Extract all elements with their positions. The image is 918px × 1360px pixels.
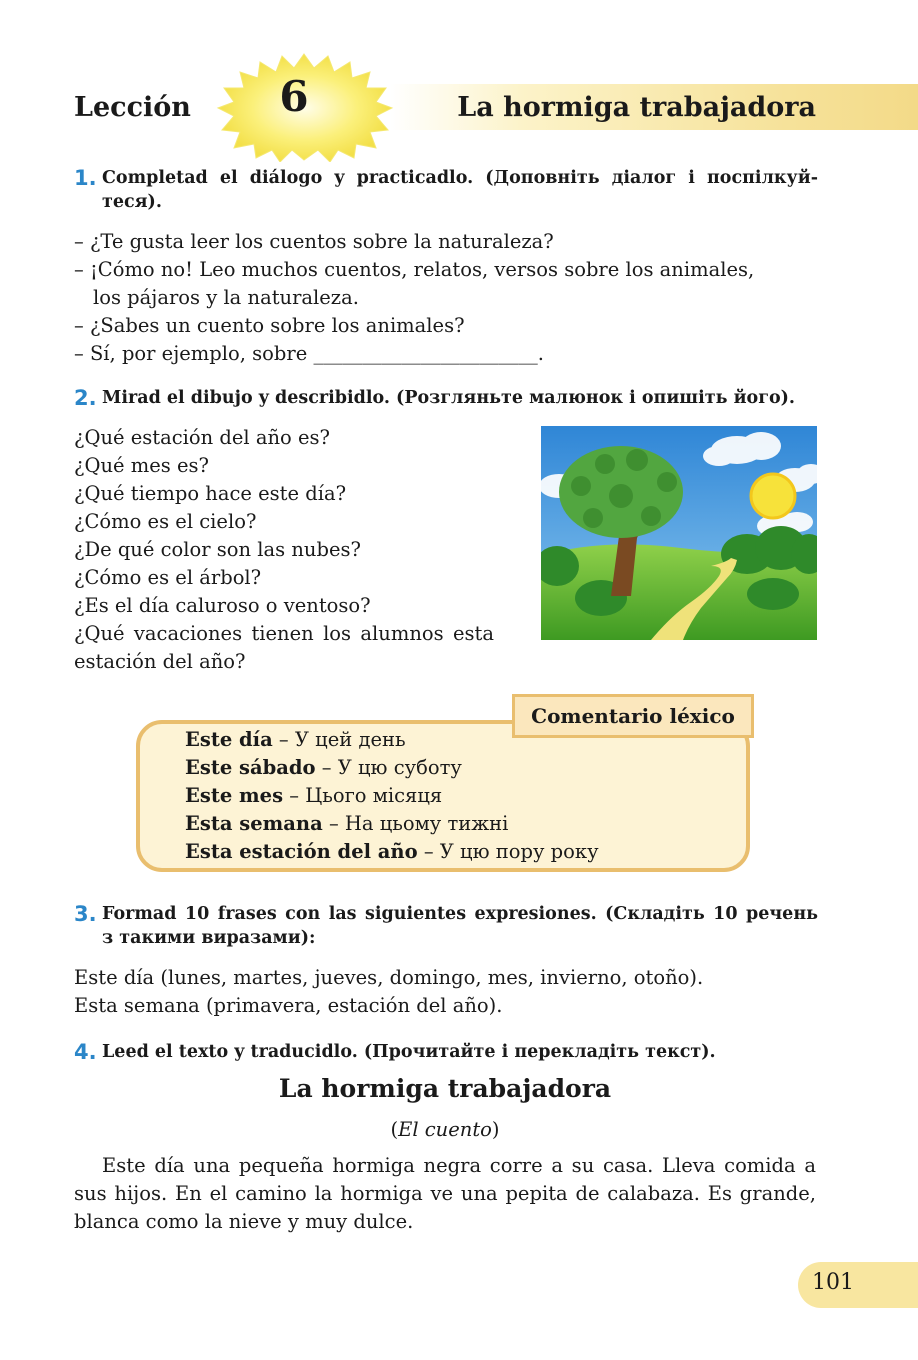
dialogue-line: los pájaros y la naturaleza. — [93, 286, 359, 309]
vocab-item — [185, 838, 599, 866]
lesson-number: 6 — [279, 72, 309, 121]
story-subtitle-paren: ( — [390, 1118, 399, 1141]
story-paragraph: Este día una pequeña hormiga negra corre a su casa. Lleva comida a sus hijos. En el camino la hormiga ve una pepita de calabaza. Es grande, blanca como la nieve y muy dulce. — [74, 1154, 816, 1233]
question-line: ¿Qué mes es? — [74, 454, 209, 477]
story-subtitle-paren: ) — [491, 1118, 500, 1141]
vocab-item — [185, 754, 462, 782]
vocab-translation: – У цю пору року — [417, 840, 599, 863]
vocab-term: Esta semana — [185, 812, 323, 835]
exercise-3-instruction-line2: з такими виразами): — [102, 928, 316, 948]
exercise-1-instruction-line2: теся). — [102, 192, 162, 212]
landscape-tree-picture — [541, 426, 817, 640]
vocab-term: Este sábado — [185, 756, 316, 779]
page-number: 101 — [812, 1270, 854, 1295]
vocab-term: Este día — [185, 728, 273, 751]
dialogue-line-blank: – Sí, por ejemplo, sobre _______________________. — [74, 342, 544, 365]
exercise-4-number: 4. — [74, 1040, 97, 1064]
expression-line: Esta semana (primavera, estación del año). — [74, 994, 503, 1017]
question-line: ¿Cómo es el árbol? — [74, 566, 262, 589]
question-line: ¿Qué estación del año es? — [74, 426, 330, 449]
vocab-item — [185, 810, 508, 838]
question-line: ¿Qué tiempo hace este día? — [74, 482, 347, 505]
vocab-translation: – На цьому тижні — [322, 812, 509, 835]
story-title: La hormiga trabajadora — [278, 1074, 612, 1103]
question-line: ¿Cómo es el cielo? — [74, 510, 257, 533]
leccion-label: Lección — [74, 92, 191, 123]
dialogue-line: – ¿Te gusta leer los cuentos sobre la naturaleza? — [74, 230, 554, 253]
dialogue-line: – ¿Sabes un cuento sobre los animales? — [74, 314, 465, 337]
story-subtitle-text: El cuento — [398, 1118, 492, 1141]
vocab-translation: – У цю суботу — [315, 756, 462, 779]
question-line: ¿De qué color son las nubes? — [74, 538, 361, 561]
story-subtitle — [0, 1118, 890, 1141]
exercise-2-number: 2. — [74, 386, 97, 410]
vocab-term: Esta estación del año — [185, 840, 418, 863]
question-line-last: ¿Qué vacaciones tienen los alumnos esta estación del año? — [74, 622, 494, 673]
expression-line: Este día (lunes, martes, jueves, domingo, mes, invierno, otoño). — [74, 966, 704, 989]
question-line: ¿Es el día caluroso o ventoso? — [74, 594, 371, 617]
lesson-title: La hormiga trabajadora — [457, 92, 816, 123]
vocab-term: Este mes — [185, 784, 284, 807]
exercise-3-instruction-line1: Formad 10 frases con las siguientes expresiones. (Складіть 10 речень — [102, 904, 818, 924]
vocab-item — [185, 782, 442, 810]
vocab-item — [185, 726, 406, 754]
exercise-1-number: 1. — [74, 166, 97, 190]
vocab-translation: – Цього місяця — [283, 784, 443, 807]
dialogue-line: – ¡Cómo no! Leo muchos cuentos, relatos, versos sobre los animales, — [74, 258, 755, 281]
comentario-lexico-title: Comentario léxico — [512, 694, 754, 738]
vocab-translation: – У цей день — [272, 728, 406, 751]
exercise-4-instruction: Leed el texto y traducidlo. (Прочитайте і перекладіть текст). — [102, 1042, 716, 1062]
exercise-1-instruction-line1: Completad el diálogo y practicadlo. (Доповніть діалог і поспілкуй- — [102, 168, 818, 188]
exercise-2-instruction: Mirad el dibujo y describidlo. (Розгляньте малюнок і опишіть його). — [102, 388, 796, 408]
exercise-3-number: 3. — [74, 902, 97, 926]
